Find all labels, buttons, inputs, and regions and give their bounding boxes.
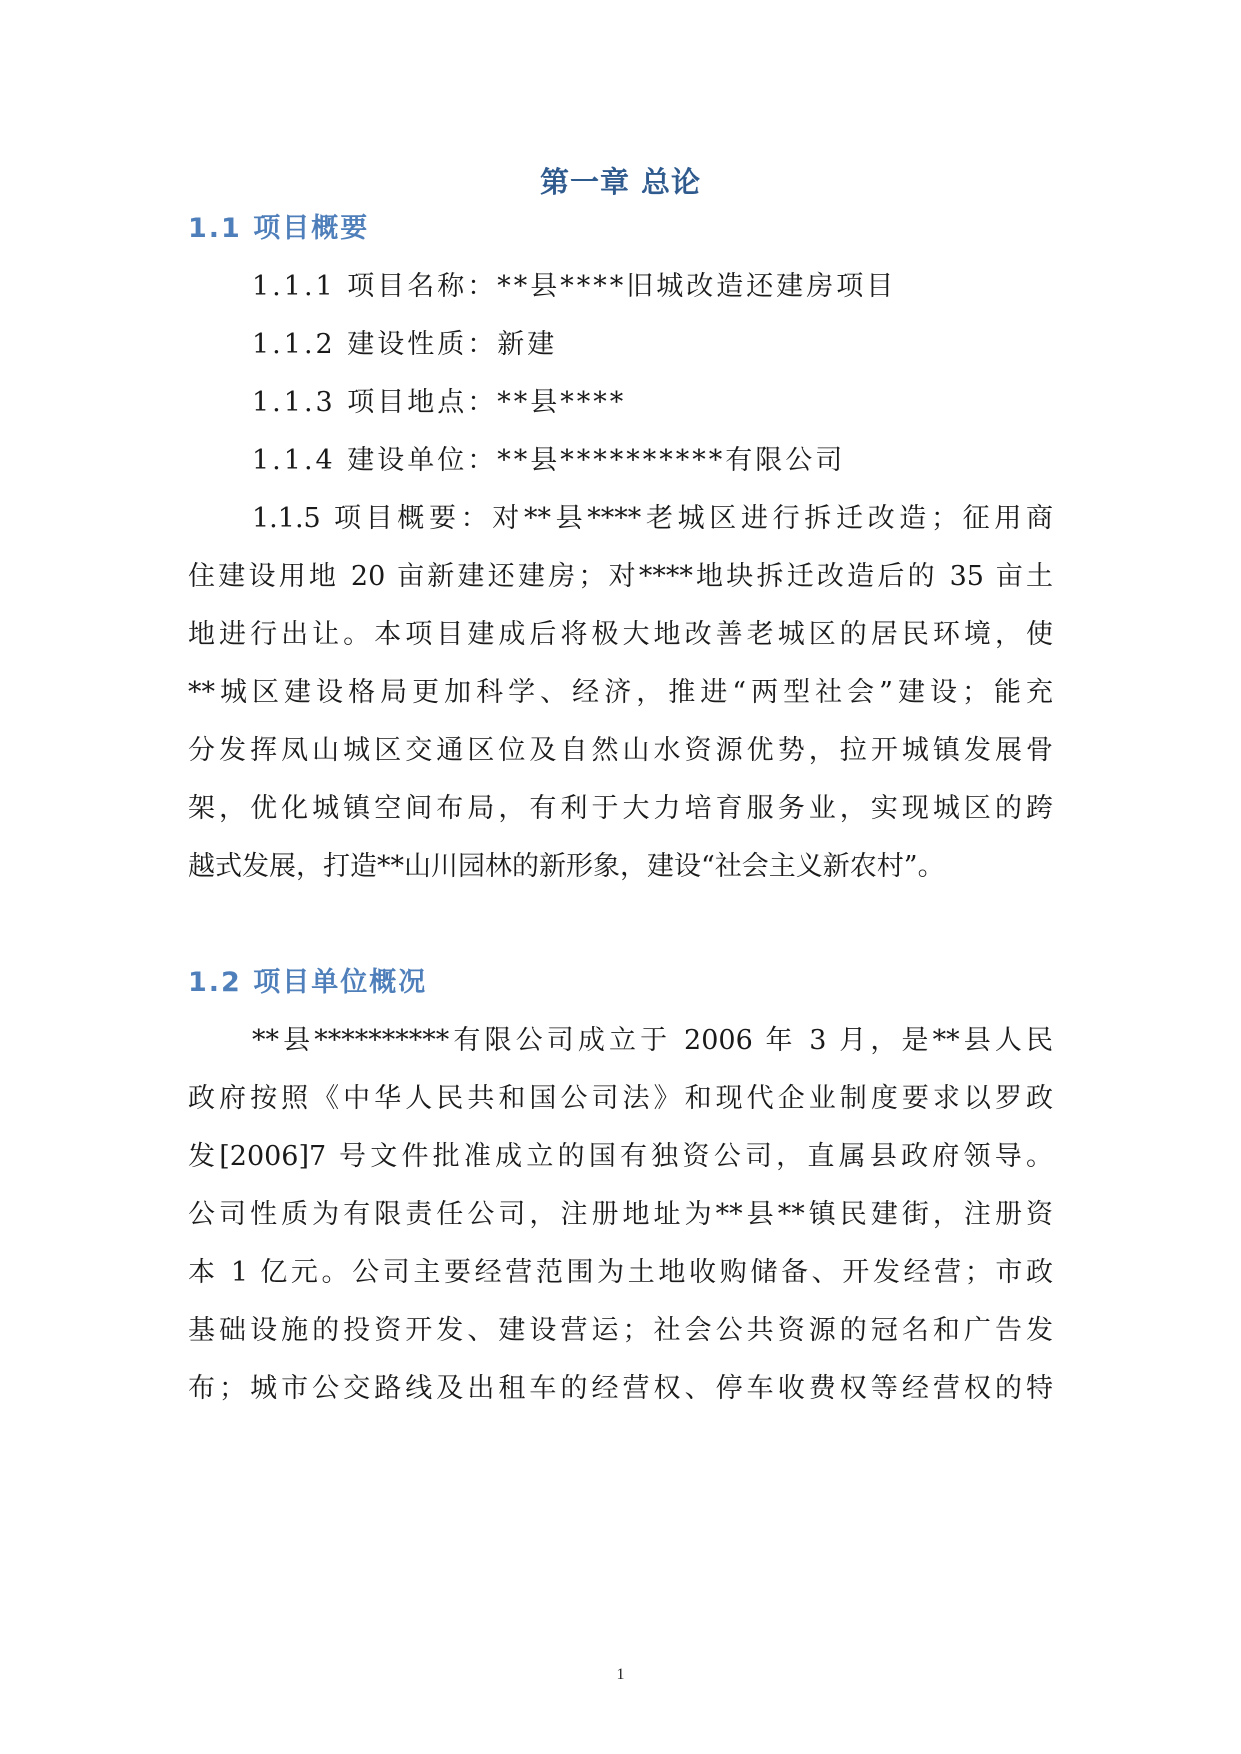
paragraph-line: 1.1.5 项目概要：对**县****老城区进行拆迁改造；征用商: [252, 503, 1053, 534]
item-construction-nature: 1.1.2 建设性质：新建: [252, 329, 558, 360]
item-project-location: 1.1.3 项目地点：**县****: [252, 387, 627, 418]
section-heading-1-2: 1.2 项目单位概况: [188, 967, 428, 998]
paragraph-line: 基础设施的投资开发、建设营运；社会公共资源的冠名和广告发: [188, 1315, 1053, 1346]
paragraph-line: 本 1 亿元。公司主要经营范围为土地收购储备、开发经营；市政: [188, 1257, 1053, 1288]
item-project-name: 1.1.1 项目名称：**县****旧城改造还建房项目: [252, 271, 897, 302]
paragraph-line: 越式发展，打造**山川园林的新形象，建设“社会主义新农村”。: [188, 851, 945, 882]
paragraph-line: 架，优化城镇空间布局，有利于大力培育服务业，实现城区的跨: [188, 793, 1053, 824]
chapter-title: 第一章 总论: [539, 165, 702, 199]
paragraph-line: **城区建设格局更加科学、经济，推进“两型社会”建设；能充: [188, 677, 1053, 708]
paragraph-line: 分发挥凤山城区交通区位及自然山水资源优势，拉开城镇发展骨: [188, 735, 1053, 766]
paragraph-line: 发[2006]7 号文件批准成立的国有独资公司，直属县政府领导。: [188, 1141, 1053, 1172]
paragraph-line: 地进行出让。本项目建成后将极大地改善老城区的居民环境，使: [188, 619, 1053, 650]
item-construction-unit: 1.1.4 建设单位：**县**********有限公司: [252, 445, 846, 476]
paragraph-line: **县**********有限公司成立于 2006 年 3 月，是**县人民: [252, 1025, 1053, 1056]
paragraph-line: 政府按照《中华人民共和国公司法》和现代企业制度要求以罗政: [188, 1083, 1053, 1114]
paragraph-line: 住建设用地 20 亩新建还建房；对****地块拆迁改造后的 35 亩土: [188, 561, 1053, 592]
paragraph-line: 公司性质为有限责任公司，注册地址为**县**镇民建街，注册资: [188, 1199, 1053, 1230]
paragraph-line: 布；城市公交路线及出租车的经营权、停车收费权等经营权的特: [188, 1373, 1053, 1404]
page-number: 1: [616, 1666, 625, 1683]
section-heading-1-1: 1.1 项目概要: [188, 213, 370, 244]
